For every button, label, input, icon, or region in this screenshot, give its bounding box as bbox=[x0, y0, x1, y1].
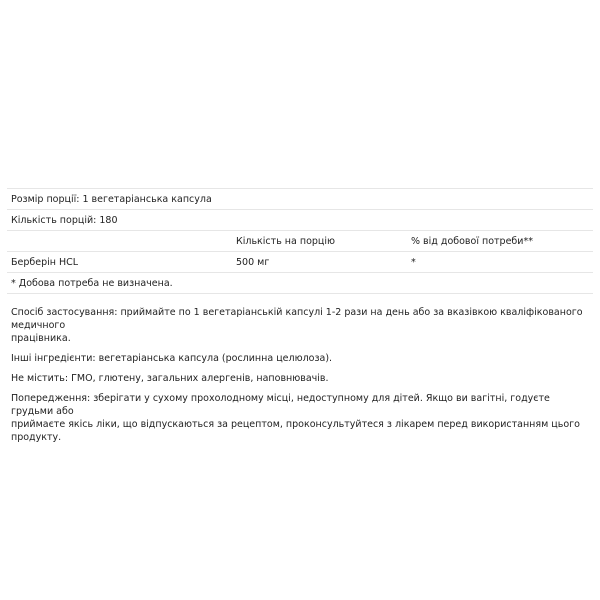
warning-line-1: Попередження: зберігати у сухому прохолодному місці, недоступному для дітей. Якщо ви вагітні, годуєте грудьми або bbox=[11, 393, 550, 417]
usage-paragraph bbox=[11, 306, 591, 345]
ingredient-daily-value: * bbox=[411, 256, 416, 268]
other-ingredients-text: Інші інгредієнти: вегетаріанська капсула (рослинна целюлоза). bbox=[11, 353, 333, 364]
table-header-row bbox=[7, 231, 593, 252]
servings-per-container-text: Кількість порцій: 180 bbox=[11, 214, 118, 226]
header-daily-value: % від добової потреби** bbox=[411, 235, 533, 247]
header-amount: Кількість на порцію bbox=[236, 235, 336, 247]
product-notes bbox=[11, 306, 591, 451]
ingredient-name: Берберін HCL bbox=[11, 256, 79, 268]
footnote-row bbox=[7, 273, 593, 294]
free-from-text: Не містить: ГМО, глютену, загальних алергенів, наповнювачів. bbox=[11, 373, 329, 384]
usage-line-2: працівника. bbox=[11, 333, 71, 344]
usage-line-1: Спосіб застосування: приймайте по 1 вегетаріанській капсулі 1-2 рази на день або за вказівкою кваліфікованого медичного bbox=[11, 307, 583, 331]
servings-per-container-row bbox=[7, 210, 593, 231]
ingredient-amount: 500 мг bbox=[236, 256, 270, 268]
serving-size-text: Розмір порції: 1 вегетаріанська капсула bbox=[11, 193, 212, 205]
supplement-facts-table bbox=[7, 188, 593, 294]
warning-paragraph bbox=[11, 392, 591, 444]
footnote-text: * Добова потреба не визначена. bbox=[11, 277, 173, 289]
table-row bbox=[7, 252, 593, 273]
free-from-paragraph bbox=[11, 372, 591, 385]
serving-size-row bbox=[7, 189, 593, 210]
warning-line-2: приймаєте якісь ліки, що відпускаються за рецептом, проконсультуйтеся з лікарем перед використанням цього продукту. bbox=[11, 419, 580, 443]
other-ingredients-paragraph bbox=[11, 352, 591, 365]
